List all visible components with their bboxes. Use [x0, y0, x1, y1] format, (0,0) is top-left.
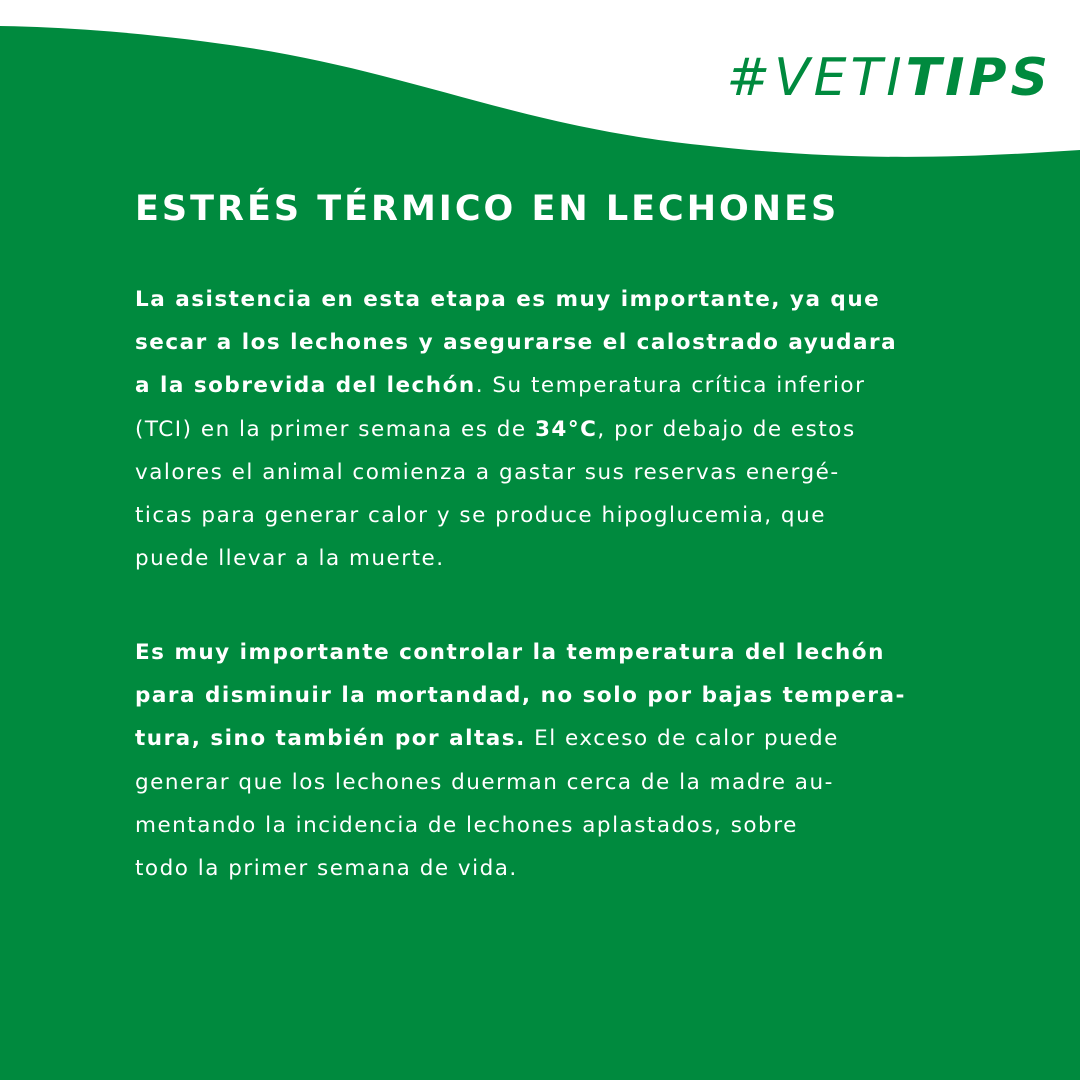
text-line: generar que los lechones duerman cerca de la madre au-: [135, 769, 834, 795]
bold-text: a la sobrevida del lechón: [135, 373, 476, 399]
text-line: [135, 278, 965, 321]
text-line: mentando la incidencia de lechones aplastados, sobre: [135, 812, 798, 838]
bold-text: para disminuir la mortandad, no solo por bajas tempera-: [135, 683, 906, 709]
vetitips-hashtag-logo: [727, 48, 1053, 108]
bold-text: tura, sino también por altas.: [135, 726, 526, 752]
paragraph-temperature-control: [135, 631, 965, 890]
bold-text: Es muy importante controlar la temperatura del lechón: [135, 640, 885, 665]
text-line: todo la primer semana de vida.: [135, 856, 518, 882]
text-line: ticas para generar calor y se produce hipoglucemia, que: [135, 503, 826, 529]
text-line: [135, 321, 965, 364]
bold-text: La asistencia en esta etapa es muy importante, ya que: [135, 287, 881, 312]
text-line: valores el animal comienza a gastar sus reservas energé-: [135, 459, 840, 485]
hashtag-suffix: TIPS: [905, 48, 1052, 108]
text-line: puede llevar a la muerte.: [135, 546, 445, 572]
text-line: [135, 364, 965, 407]
page-title: ESTRÉS TÉRMICO EN LECHONES: [135, 189, 840, 229]
text-line: [135, 717, 965, 760]
text-line: [135, 631, 965, 674]
body-text: , por debajo de estos: [597, 416, 856, 442]
text-line: [135, 674, 965, 717]
body-text: (TCI) en la primer semana es de: [135, 416, 535, 442]
text-line: [135, 408, 965, 451]
paragraph-thermal-assistance: [135, 278, 965, 580]
hashtag-prefix: #VETI: [726, 48, 906, 108]
body-text: El exceso de calor puede: [525, 726, 839, 752]
body-text: . Su temperatura crítica inferior: [475, 373, 866, 399]
temperature-value: 34°C: [534, 416, 598, 442]
bold-text: secar a los lechones y asegurarse el calostrado ayudara: [135, 330, 898, 356]
